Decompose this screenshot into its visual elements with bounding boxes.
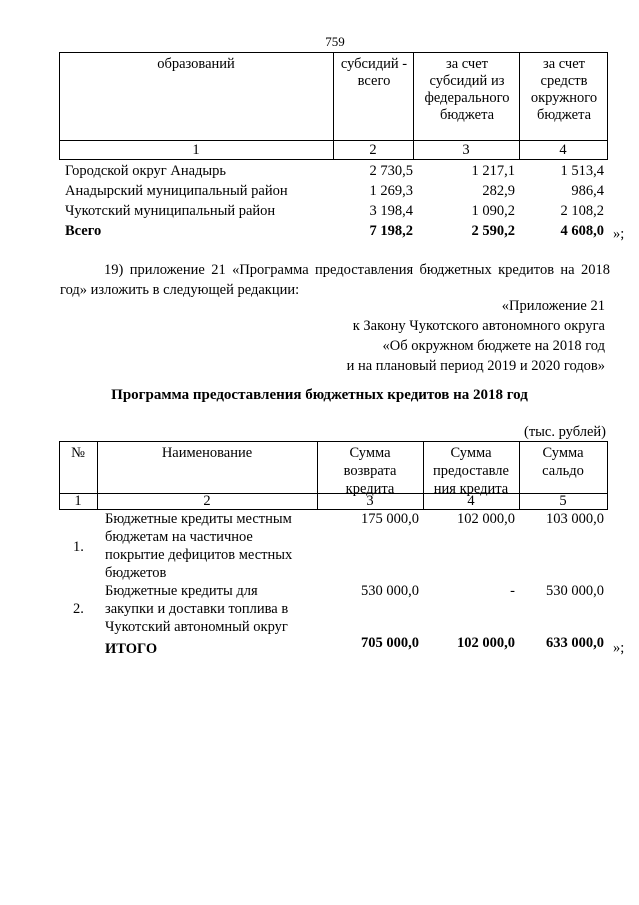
row-name-line: Бюджетные кредиты для: [105, 583, 258, 599]
row-name: [105, 582, 288, 636]
table-row: [59, 510, 608, 582]
row-provide: 102 000,0: [457, 511, 515, 527]
row-name: [105, 510, 292, 582]
header-line: Сумма: [542, 445, 584, 461]
row-name-line: бюджетов: [105, 565, 167, 581]
total-label: Всего: [65, 223, 102, 239]
row-provide: -: [510, 583, 515, 599]
row-name-line: Чукотский автономный округ: [105, 619, 288, 635]
header-line: предоставле: [433, 463, 509, 479]
header-line: ния кредита: [433, 481, 509, 497]
col-number: 2: [369, 142, 377, 158]
document-title: Программа предоставления бюджетных кредитов на 2018 год: [111, 387, 528, 403]
header-number: №: [71, 445, 85, 461]
header-line: возврата: [343, 463, 397, 479]
total-subsidies: 7 198,2: [369, 223, 413, 239]
header-line: Сумма: [450, 445, 492, 461]
col-number: 4: [467, 493, 475, 509]
amendment-paragraph: 19) приложение 21 «Программа предоставления бюджетных кредитов на 2018 год» изложить в следующей редакции:: [60, 262, 610, 298]
col-number: 3: [366, 493, 374, 509]
appendix-line: к Закону Чукотского автономного округа: [352, 318, 605, 334]
row-name-line: закупки и доставки топлива в: [105, 601, 289, 617]
row-name-line: бюджетам на частичное: [105, 529, 253, 545]
col-number: 1: [192, 142, 200, 158]
row-balance: 103 000,0: [546, 511, 604, 527]
total-row: [59, 221, 608, 241]
table-border-top: [59, 441, 608, 442]
col-line: [607, 52, 608, 160]
row-name: Анадырский муниципальный район: [65, 183, 288, 199]
header-line: кредита: [345, 481, 395, 497]
appendix-line: «Приложение 21: [501, 298, 605, 314]
total-label: ИТОГО: [105, 641, 158, 657]
header-line: сальдо: [542, 463, 584, 479]
row-total: 1 269,3: [369, 183, 413, 199]
header-name: Наименование: [161, 445, 253, 461]
closing-quote: »;: [613, 226, 625, 242]
header-balance: [519, 444, 607, 480]
table-row: [59, 201, 608, 221]
subsidy-table-body: [59, 161, 639, 251]
total-return: 705 000,0: [361, 635, 419, 651]
table-row: [59, 181, 608, 201]
credit-program-table-body: [59, 510, 639, 670]
appendix-line: и на плановый период 2019 и 2020 годов»: [346, 358, 605, 374]
row-regional: 986,4: [571, 183, 604, 199]
row-name: Городской округ Анадырь: [65, 163, 227, 179]
table-row: [59, 161, 608, 181]
row-return: 175 000,0: [361, 511, 419, 527]
appendix-heading: [347, 296, 605, 376]
col-number: 4: [559, 142, 567, 158]
row-name-line: Бюджетные кредиты местным: [105, 511, 292, 527]
row-federal: 282,9: [482, 183, 515, 199]
row-federal: 1 090,2: [471, 203, 515, 219]
header-federal: за счет субсидий из федерального бюджета: [424, 56, 510, 123]
total-federal: 2 590,2: [471, 223, 515, 239]
row-name-line: покрытие дефицитов местных: [105, 547, 293, 563]
header-municipalities: образований: [157, 56, 235, 72]
row-name: Чукотский муниципальный район: [65, 203, 276, 219]
row-total: 2 730,5: [369, 163, 413, 179]
col-line: [607, 441, 608, 510]
row-number: 2.: [73, 601, 84, 617]
page-number: 759: [325, 34, 345, 49]
row-number: 1.: [73, 539, 84, 555]
header-subsidies-total: субсидий - всего: [340, 56, 408, 89]
subsidy-table: [59, 52, 608, 160]
col-number: 5: [559, 493, 567, 509]
col-number: 1: [74, 493, 82, 509]
row-federal: 1 217,1: [471, 163, 515, 179]
header-provision-amount: [423, 444, 519, 498]
row-total: 3 198,4: [369, 203, 413, 219]
row-regional: 1 513,4: [560, 163, 604, 179]
credit-program-table: [59, 441, 608, 510]
col-number: 2: [203, 493, 211, 509]
appendix-line: «Об окружном бюджете на 2018 год: [382, 338, 605, 354]
col-number: 3: [462, 142, 470, 158]
row-return: 530 000,0: [361, 583, 419, 599]
row-balance: 530 000,0: [546, 583, 604, 599]
header-regional: за счет средств окружного бюджета: [530, 56, 598, 123]
total-row: [59, 634, 608, 658]
total-provide: 102 000,0: [457, 635, 515, 651]
closing-quote: »;: [613, 640, 625, 656]
table-row: [59, 582, 608, 636]
header-return-amount: [317, 444, 423, 498]
units-label: (тыс. рублей): [524, 424, 606, 440]
total-regional: 4 608,0: [560, 223, 604, 239]
total-balance: 633 000,0: [546, 635, 604, 651]
header-line: Сумма: [349, 445, 391, 461]
row-regional: 2 108,2: [560, 203, 604, 219]
